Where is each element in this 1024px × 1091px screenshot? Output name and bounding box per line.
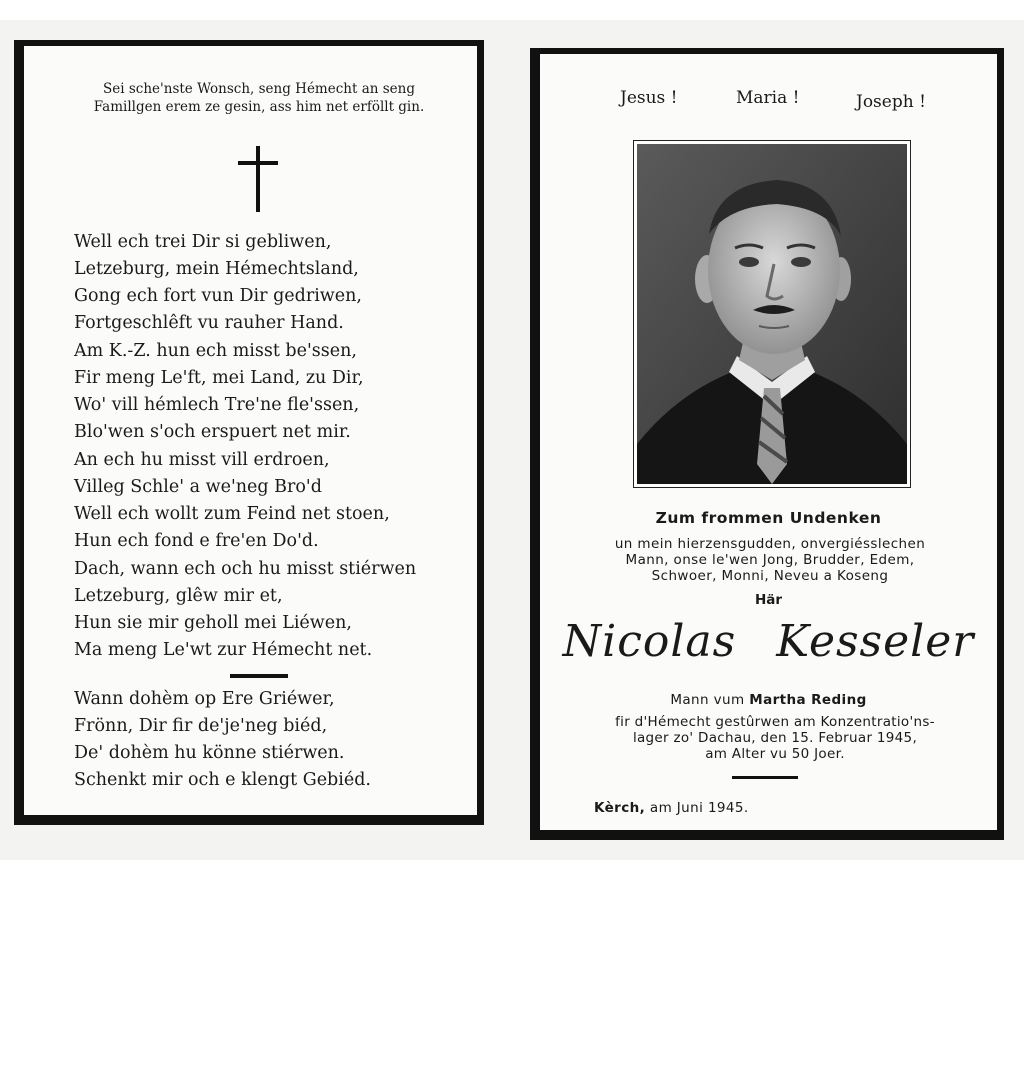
date: am Juni 1945.	[649, 800, 749, 816]
place: Kèrch,	[594, 800, 646, 816]
memorial-heading: Zum frommen Undenken	[655, 509, 882, 527]
poem-line: Am K.-Z. hun ech misst be'ssen,	[74, 341, 357, 361]
poem-line: Well ech trei Dir si gebliwen,	[74, 232, 332, 252]
motto-line: Famillgen erem ze gesin, ass him net erföllt gin.	[93, 99, 425, 115]
memorial-card	[0, 20, 1024, 860]
poem-line: Blo'wen s'och erspuert net mir.	[74, 422, 351, 442]
poem-line: Schenkt mir och e klengt Gebiéd.	[74, 770, 371, 790]
poem-line: Hun ech fond e fre'en Do'd.	[74, 531, 319, 551]
death-line: am Alter vu 50 Joer.	[705, 746, 845, 762]
poem-stanza	[74, 556, 454, 664]
poem-line: Wo' vill hémlech Tre'ne fle'ssen,	[74, 395, 360, 415]
relations-line: un mein hierzensgudden, onvergiésslechen	[614, 536, 926, 552]
poem-line: Frönn, Dir fir de'je'neg biéd,	[74, 716, 328, 736]
poem-stanza	[74, 686, 454, 794]
invocation-joseph: Joseph !	[856, 92, 926, 112]
death-line: fir d'Hémecht gestûrwen am Konzentratio'ns-	[615, 714, 935, 730]
first-name: Nicolas	[562, 616, 737, 667]
relations-line: Schwoer, Monni, Neveu a Koseng	[651, 568, 889, 584]
left-card-panel	[14, 40, 484, 825]
motto	[64, 80, 454, 116]
poem-line: Dach, wann ech och hu misst stiérwen	[74, 559, 417, 579]
right-card-panel	[530, 48, 1004, 840]
poem-stanza	[74, 338, 454, 446]
poem-line: De' dohèm hu könne stiérwen.	[74, 743, 345, 763]
poem-line: Gong ech fort vun Dir gedriwen,	[74, 286, 362, 306]
motto-line: Sei sche'nste Wonsch, seng Hémecht an seng	[103, 81, 415, 97]
poem-line: Hun sie mir geholl mei Liéwen,	[74, 613, 352, 633]
poem-line: An ech hu misst vill erdroen,	[74, 450, 330, 470]
invocation-maria: Maria !	[736, 88, 800, 108]
portrait-frame	[633, 140, 911, 488]
last-name: Kesseler	[776, 616, 975, 667]
details-divider	[732, 776, 798, 779]
place-date	[594, 800, 749, 816]
death-details	[560, 714, 990, 762]
poem-line: Well ech wollt zum Feind net stoen,	[74, 504, 390, 524]
poem-line: Letzeburg, mein Hémechtsland,	[74, 259, 359, 279]
poem-line: Letzeburg, glêw mir et,	[74, 586, 283, 606]
poem-stanza	[74, 229, 454, 337]
poem-divider	[230, 674, 288, 678]
poem-line: Ma meng Le'wt zur Hémecht net.	[74, 640, 373, 660]
spouse-name: Martha Reding	[749, 692, 867, 708]
relations-text	[560, 536, 980, 584]
relations-line: Mann, onse le'wen Jong, Brudder, Edem,	[625, 552, 915, 568]
honorific: Här	[754, 592, 783, 608]
poem-line: Villeg Schle' a we'neg Bro'd	[74, 477, 322, 497]
cross-icon	[238, 146, 278, 212]
portrait-photo	[637, 144, 907, 484]
poem-line: Wann dohèm op Ere Griéwer,	[74, 689, 335, 709]
poem-stanza	[74, 447, 454, 555]
poem-line: Fortgeschlêft vu rauher Hand.	[74, 313, 344, 333]
death-line: lager zo' Dachau, den 15. Februar 1945,	[632, 730, 918, 746]
spouse-prefix: Mann vum	[670, 692, 745, 708]
invocation-jesus: Jesus !	[620, 88, 678, 108]
spouse-line	[540, 692, 997, 708]
deceased-name	[540, 616, 997, 667]
poem-line: Fir meng Le'ft, mei Land, zu Dir,	[74, 368, 364, 388]
